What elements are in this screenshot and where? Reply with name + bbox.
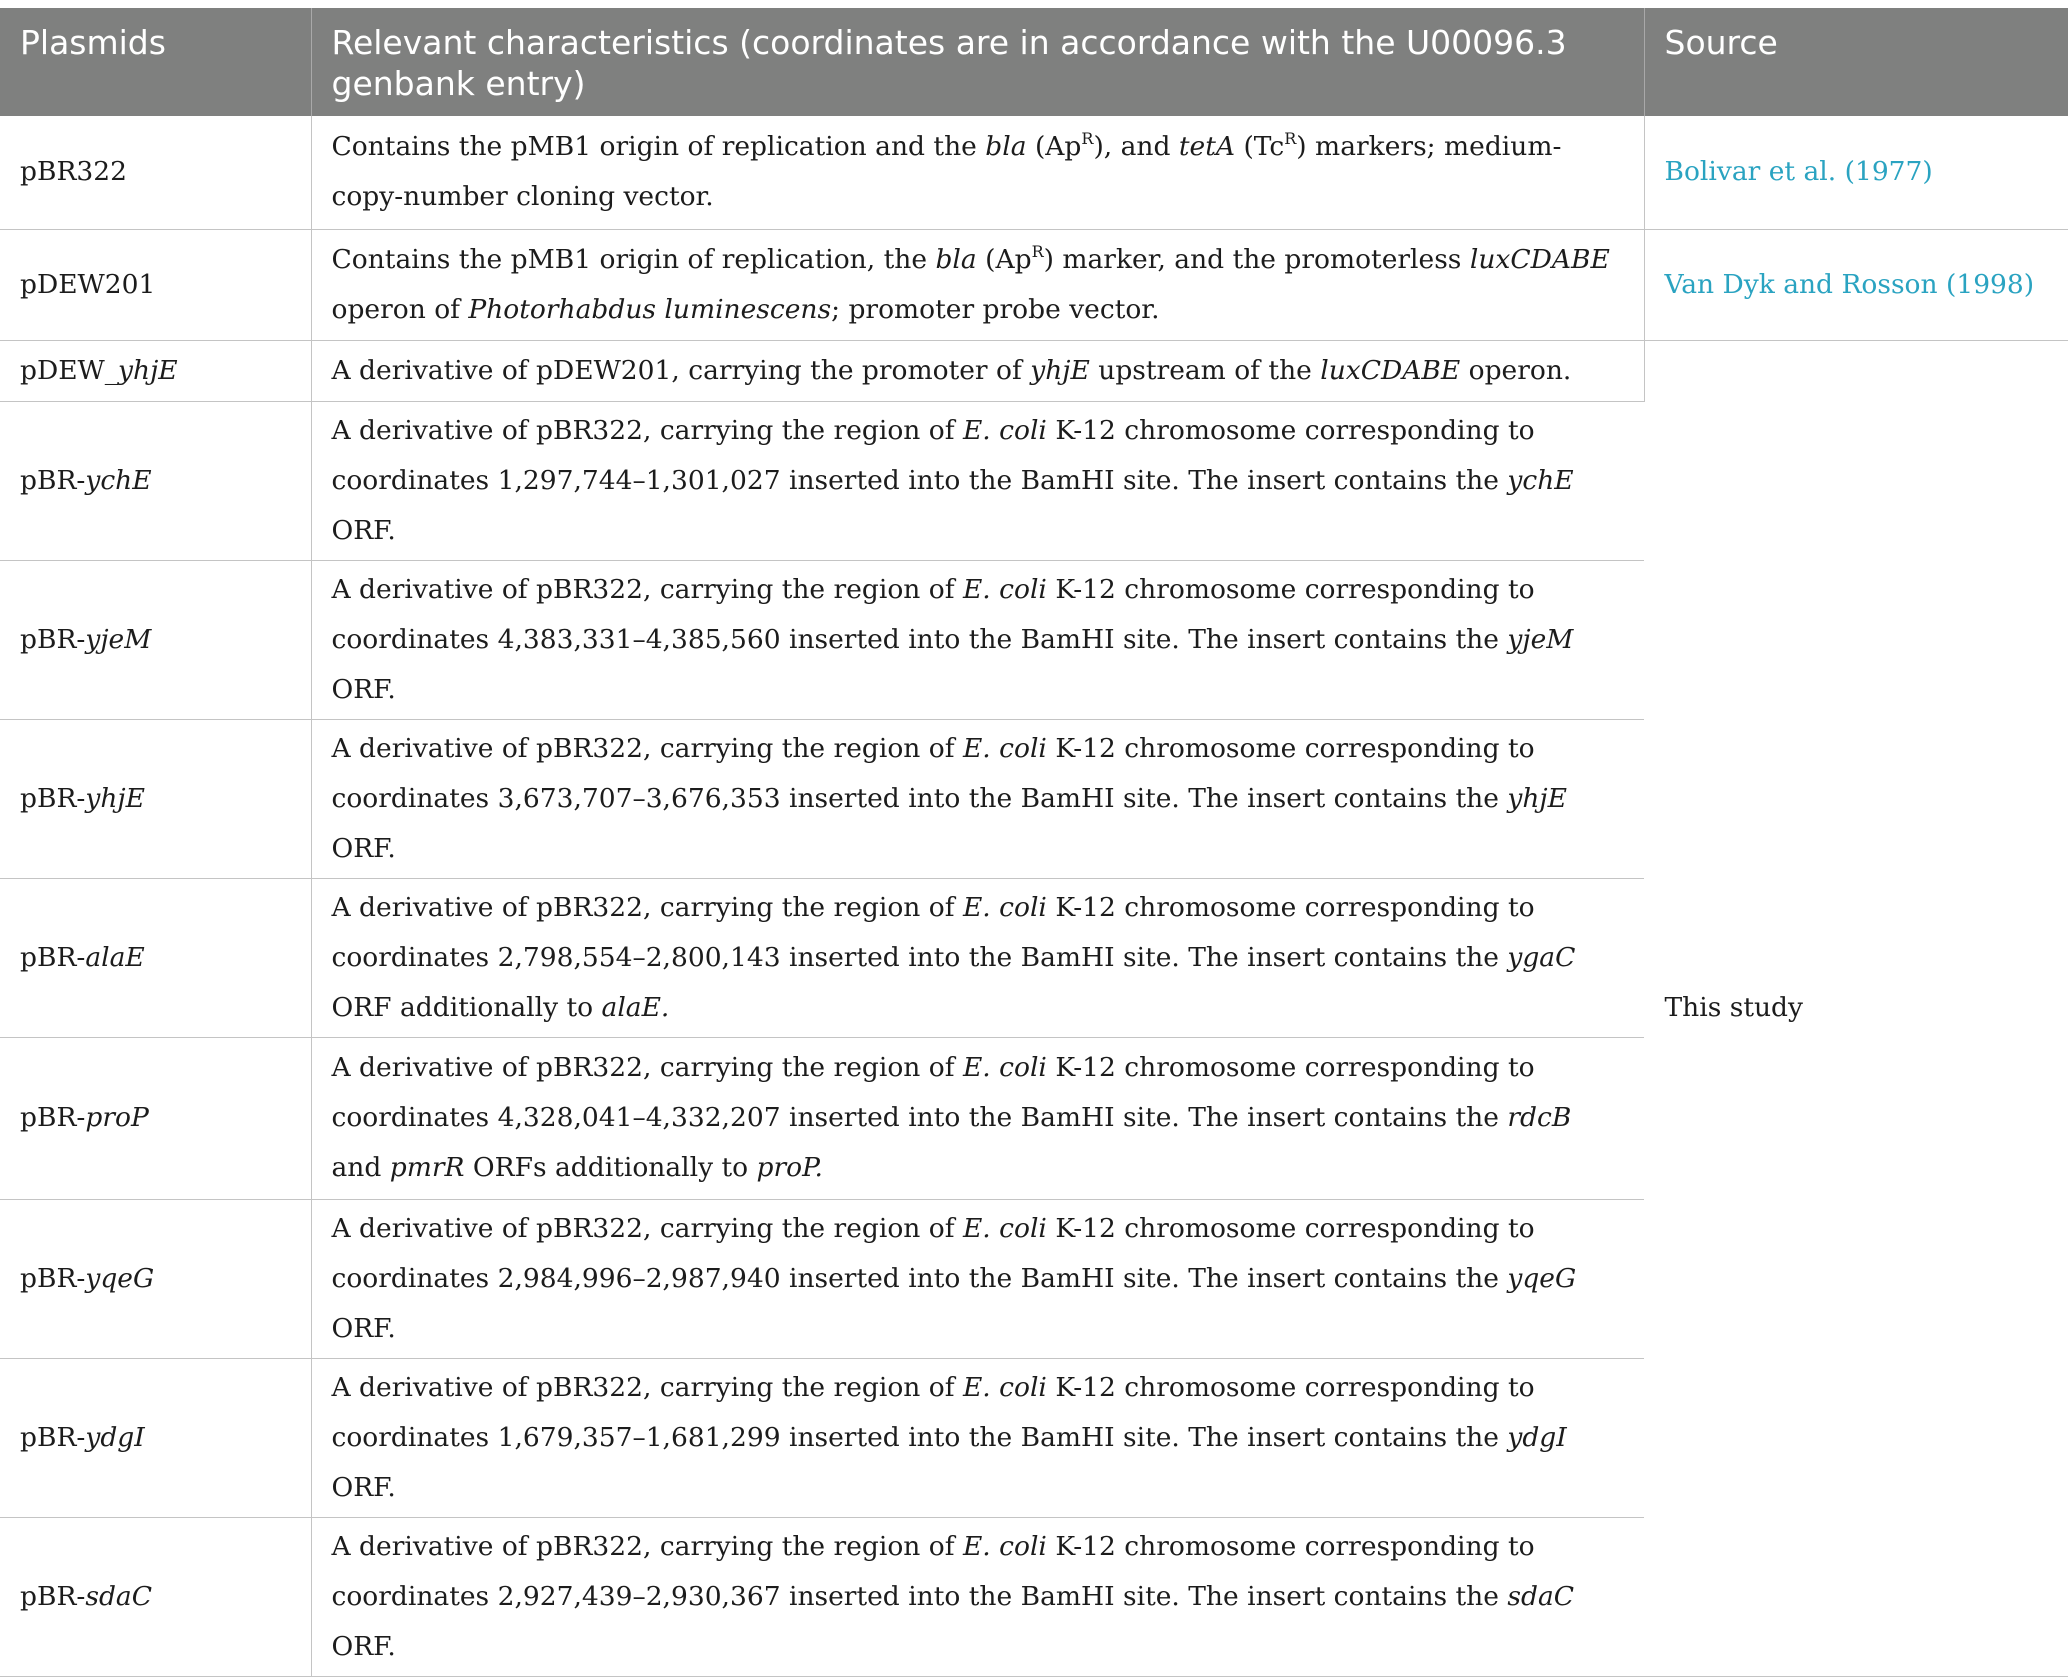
plasmid-name [0, 340, 311, 401]
plasmid-characteristics [311, 878, 1644, 1037]
desc-text: A derivative of pBR322, carrying the region of [331, 1530, 963, 1562]
desc-text: A derivative of pBR322, carrying the region of [331, 1212, 963, 1244]
desc-text: K-12 chromosome corresponding to coordinates 2,927,439–2,930,367 inserted into the BamHI site. The insert contains the [331, 1530, 1535, 1612]
desc-text: ORF. [331, 1630, 396, 1662]
plasmid-source [1644, 116, 2068, 229]
plasmid-prefix: pBR- [20, 1580, 86, 1612]
desc-text: ORF. [331, 673, 396, 705]
header-row [0, 8, 2068, 116]
gene-name: ygaC [1507, 941, 1576, 973]
desc-text: operon. [1460, 354, 1572, 386]
desc-text: Contains the pMB1 origin of replication, the [331, 243, 936, 275]
plasmid-characteristics [311, 1199, 1644, 1358]
plasmid-prefix: pBR- [20, 623, 86, 655]
plasmid-gene: yqeG [85, 1262, 155, 1294]
header-characteristics: Relevant characteristics (coordinates are in accordance with the U00096.3 genbank entry) [311, 8, 1644, 116]
plasmid-characteristics [311, 116, 1644, 229]
table-header [0, 8, 2068, 116]
organism-name: E. coli [962, 573, 1047, 605]
plasmid-name [0, 878, 311, 1037]
gene-name: yhjE [1507, 782, 1567, 814]
plasmid-gene: sdaC [85, 1580, 152, 1612]
desc-text: ORFs additionally to [464, 1152, 757, 1183]
plasmid-name [0, 401, 311, 560]
plasmid-name [0, 1517, 311, 1676]
desc-text: A derivative of pBR322, carrying the region of [331, 732, 963, 764]
header-plasmids: Plasmids [0, 8, 311, 116]
resistance-superscript: R [1081, 129, 1094, 149]
plasmid-characteristics [311, 1517, 1644, 1676]
desc-text: ) marker, and the promoterless [1043, 243, 1470, 275]
desc-text: ), and [1093, 131, 1179, 163]
desc-text: ; promoter probe vector. [831, 293, 1160, 325]
desc-text: ) markers; medium-copy-number cloning vector. [331, 131, 1562, 213]
plasmid-characteristics [311, 401, 1644, 560]
desc-text: (Tc [1235, 131, 1285, 163]
resistance-superscript: R [1284, 129, 1297, 149]
plasmid-characteristics [311, 1037, 1644, 1199]
gene-name: sdaC [1507, 1580, 1575, 1612]
plasmid-prefix: pBR- [20, 941, 86, 973]
plasmid-gene: yhjE [85, 782, 145, 814]
organism-name: E. coli [962, 414, 1047, 446]
desc-text: A derivative of pBR322, carrying the region of [331, 573, 963, 605]
plasmid-characteristics [311, 229, 1644, 340]
plasmid-prefix: pBR- [20, 782, 86, 814]
desc-text: ORF additionally to [331, 991, 602, 1023]
desc-text: K-12 chromosome corresponding to coordinates 1,297,744–1,301,027 inserted into the BamHI site. The insert contains the [331, 414, 1535, 496]
desc-text: A derivative of pBR322, carrying the region of [331, 1052, 963, 1083]
gene-name: yhjE [1030, 354, 1090, 386]
plasmid-gene: yjeM [85, 623, 152, 655]
desc-text: ORF. [331, 1471, 396, 1503]
desc-text: upstream of the [1089, 354, 1321, 386]
plasmid-gene: alaE [85, 941, 145, 973]
desc-text: K-12 chromosome corresponding to coordinates 4,383,331–4,385,560 inserted into the BamHI site. The insert contains the [331, 573, 1535, 655]
plasmids-table [0, 8, 2068, 1677]
plasmid-name [0, 560, 311, 719]
desc-text: ORF. [331, 1312, 396, 1344]
gene-name: luxCDABE [1469, 243, 1610, 275]
desc-text: K-12 chromosome corresponding to coordinates 2,798,554–2,800,143 inserted into the BamHI site. The insert contains the [331, 891, 1535, 973]
plasmid-prefix: pBR- [20, 1102, 86, 1133]
desc-text: K-12 chromosome corresponding to coordinates 4,328,041–4,332,207 inserted into the BamHI site. The insert contains the [331, 1052, 1535, 1133]
desc-text: operon of [331, 293, 469, 325]
table-row [0, 340, 2068, 401]
plasmid-characteristics [311, 719, 1644, 878]
gene-name: rdcB [1507, 1102, 1572, 1133]
gene-name: bla [935, 243, 977, 275]
desc-text: (Ap [1026, 131, 1082, 163]
gene-name: proP. [756, 1152, 823, 1183]
desc-text: K-12 chromosome corresponding to coordinates 3,673,707–3,676,353 inserted into the BamHI site. The insert contains the [331, 732, 1535, 814]
plasmid-characteristics [311, 1358, 1644, 1517]
desc-text: A derivative of pBR322, carrying the region of [331, 891, 963, 923]
organism-name: E. coli [962, 1530, 1047, 1562]
desc-text: ORF. [331, 832, 396, 864]
table-row [0, 229, 2068, 340]
desc-text: ORF. [331, 514, 396, 546]
desc-text: Contains the pMB1 origin of replication and the [331, 131, 986, 163]
gene-name: alaE. [601, 991, 670, 1023]
plasmid-characteristics [311, 340, 1644, 401]
desc-text: K-12 chromosome corresponding to coordinates 1,679,357–1,681,299 inserted into the BamHI site. The insert contains the [331, 1371, 1535, 1453]
desc-text: A derivative of pBR322, carrying the region of [331, 414, 963, 446]
plasmid-name [0, 229, 311, 340]
plasmid-name [0, 116, 311, 229]
organism-name: E. coli [962, 1212, 1047, 1244]
gene-name: luxCDABE [1320, 354, 1461, 386]
desc-text: (Ap [976, 243, 1032, 275]
resistance-superscript: R [1031, 241, 1044, 261]
plasmid-source [1644, 229, 2068, 340]
plasmid-name [0, 1358, 311, 1517]
header-source: Source [1644, 8, 2068, 116]
gene-name: pmrR [389, 1152, 465, 1183]
plasmid-prefix: pDEW201 [20, 268, 156, 300]
organism-name: E. coli [962, 1371, 1047, 1403]
gene-name: ychE [1507, 464, 1574, 496]
plasmid-name [0, 1199, 311, 1358]
plasmid-prefix: pBR- [20, 1421, 86, 1453]
plasmid-prefix: pBR322 [20, 156, 127, 188]
plasmid-gene: ydgI [85, 1421, 145, 1453]
plasmid-name [0, 719, 311, 878]
desc-text: and [331, 1152, 390, 1183]
plasmid-name [0, 1037, 311, 1199]
organism-name: E. coli [962, 891, 1047, 923]
plasmid-characteristics [311, 560, 1644, 719]
plasmid-prefix: pBR- [20, 1262, 86, 1294]
desc-text: A derivative of pDEW201, carrying the promoter of [331, 354, 1031, 386]
gene-name: bla [985, 131, 1027, 163]
plasmid-prefix: pBR- [20, 464, 86, 496]
shared-source: This study [1644, 340, 2068, 1676]
source-link[interactable]: Bolivar et al. (1977) [1664, 156, 1933, 188]
desc-text: A derivative of pBR322, carrying the region of [331, 1371, 963, 1403]
table-row [0, 116, 2068, 229]
gene-name: tetA [1178, 131, 1236, 163]
plasmid-gene: yhjE [118, 354, 178, 386]
plasmid-gene: proP [85, 1102, 149, 1133]
organism-name: E. coli [962, 732, 1047, 764]
desc-text: K-12 chromosome corresponding to coordinates 2,984,996–2,987,940 inserted into the BamHI site. The insert contains the [331, 1212, 1535, 1294]
gene-name: yqeG [1507, 1262, 1577, 1294]
organism-name: Photorhabdus luminescens [468, 293, 832, 325]
plasmid-prefix: pDEW_ [20, 354, 119, 386]
gene-name: yjeM [1507, 623, 1574, 655]
source-link[interactable]: Van Dyk and Rosson (1998) [1664, 268, 2035, 300]
plasmid-gene: ychE [85, 464, 152, 496]
organism-name: E. coli [962, 1052, 1047, 1083]
table-body [0, 116, 2068, 1676]
gene-name: ydgI [1507, 1421, 1567, 1453]
